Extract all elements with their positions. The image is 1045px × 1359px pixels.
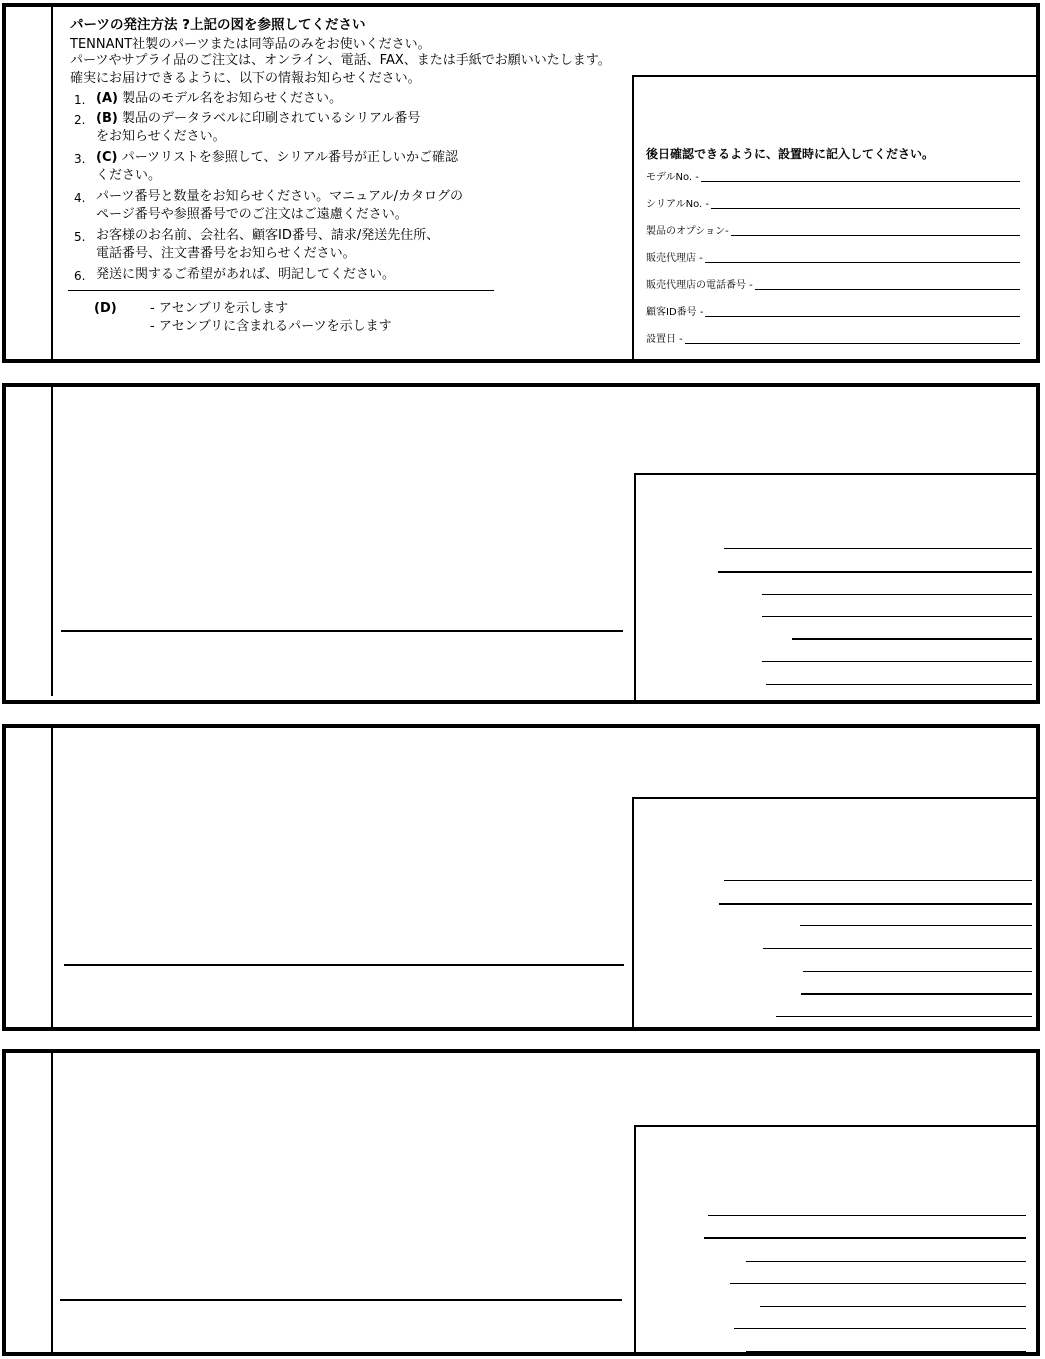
dealer-field[interactable] [646,251,1020,265]
write-line [730,1283,1026,1284]
step-text [96,111,420,127]
record-form-box [632,75,1036,359]
write-line [801,993,1032,995]
step-number: 6. [74,269,86,283]
field-label: 設置日 - [646,334,683,345]
serial-number-field[interactable] [646,197,1020,211]
customer-id-field[interactable] [646,305,1020,319]
record-form-box [632,797,1036,1027]
write-line [685,343,1020,344]
panel-gutter-line [51,1053,53,1352]
step-line-1: パーツ番号と数量をお知らせください。マニュアル/カタログの [96,189,463,204]
legend-divider [61,630,623,632]
blank-panel-2 [2,383,1040,704]
field-label: 販売代理店の電話番号 - [646,280,753,291]
write-line [763,948,1032,949]
panel-gutter-line [51,728,53,1027]
write-line [746,1351,1026,1353]
step-line-1: パーツリストを参照して、シリアル番号が正しいかご確認 [121,150,459,165]
install-date-field[interactable] [646,332,1020,346]
legend-line-2: - アセンブリに含まれるパーツを示します [150,319,392,334]
panel-gutter-line [51,7,53,359]
step-line-2: をお知らせください。 [96,129,226,144]
legend-line-1: - アセンブリを示します [150,301,289,316]
intro-line-3: 確実にお届けできるように、以下の情報お知らせください。 [70,71,421,86]
blank-panel-4 [2,1049,1040,1356]
model-number-field[interactable] [646,170,1020,184]
legend-divider [64,964,624,966]
step-line-2: ください。 [96,168,162,183]
step-letter: (C) [96,150,118,165]
write-line [776,1016,1032,1017]
write-line [800,925,1032,926]
step-line-1: お客様のお名前、会社名、顧客ID番号、請求/発送先住所、 [96,228,440,243]
write-line [724,880,1032,881]
step-text [96,150,458,166]
write-line [755,289,1020,290]
write-line [803,971,1032,972]
write-line [701,181,1020,182]
panel-gutter-line [51,387,53,696]
write-line [724,548,1032,549]
field-label: 顧客ID番号 - [646,307,704,318]
step-line-1: 製品のモデル名をお知らせください。 [122,91,343,106]
step-line-2: ページ番号や参照番号でのご注文はご遠慮ください。 [96,207,408,222]
instructions-title: パーツの発注方法 ?上記の図を参照してください [70,17,366,33]
write-line [705,262,1020,263]
record-form-box [634,473,1036,700]
write-line [734,1328,1026,1329]
write-line [792,638,1032,640]
step-line-1: 発送に関するご希望があれば、明記してください。 [96,267,396,282]
intro-line-2: パーツやサプライ品のご注文は、オンライン、電話、FAX、または手紙でお願いいたします。 [70,53,611,68]
field-label: 製品のオプション- [646,226,729,237]
record-form-title: 後日確認できるように、設置時に記入してください。 [646,147,935,161]
write-line [719,903,1032,905]
write-line [731,235,1020,236]
write-line [766,684,1032,685]
dealer-phone-field[interactable] [646,278,1020,292]
step-line-2: 電話番号、注文書番号をお知らせください。 [96,246,356,261]
write-line [704,1237,1026,1239]
legend-divider [60,1299,622,1301]
step-letter: (B) [96,111,118,126]
legend-divider [68,290,494,291]
write-line [760,1306,1026,1307]
intro-line-1: TENNANT社製のパーツまたは同等品のみをお使いください。 [70,37,431,52]
step-number: 2. [74,113,86,127]
step-number: 1. [74,93,86,107]
write-line [711,208,1020,209]
write-line [705,316,1020,317]
field-label: モデルNo. - [646,172,699,183]
step-letter: (A) [96,91,118,106]
step-line-1: 製品のデータラベルに印刷されているシリアル番号 [121,111,421,126]
instruction-panel [2,3,1040,363]
step-text [96,91,342,107]
write-line [718,571,1032,573]
product-options-field[interactable] [646,224,1020,238]
write-line [762,661,1032,662]
record-form-box [634,1125,1036,1352]
step-number: 5. [74,230,86,244]
write-line [746,1261,1026,1262]
write-line [708,1215,1026,1216]
write-line [762,594,1032,595]
step-number: 3. [74,152,86,166]
blank-panel-3 [2,724,1040,1031]
step-number: 4. [74,191,86,205]
legend-letter: (D) [94,301,117,316]
write-line [762,616,1032,617]
field-label: シリアルNo. - [646,199,709,210]
field-label: 販売代理店 - [646,253,703,264]
